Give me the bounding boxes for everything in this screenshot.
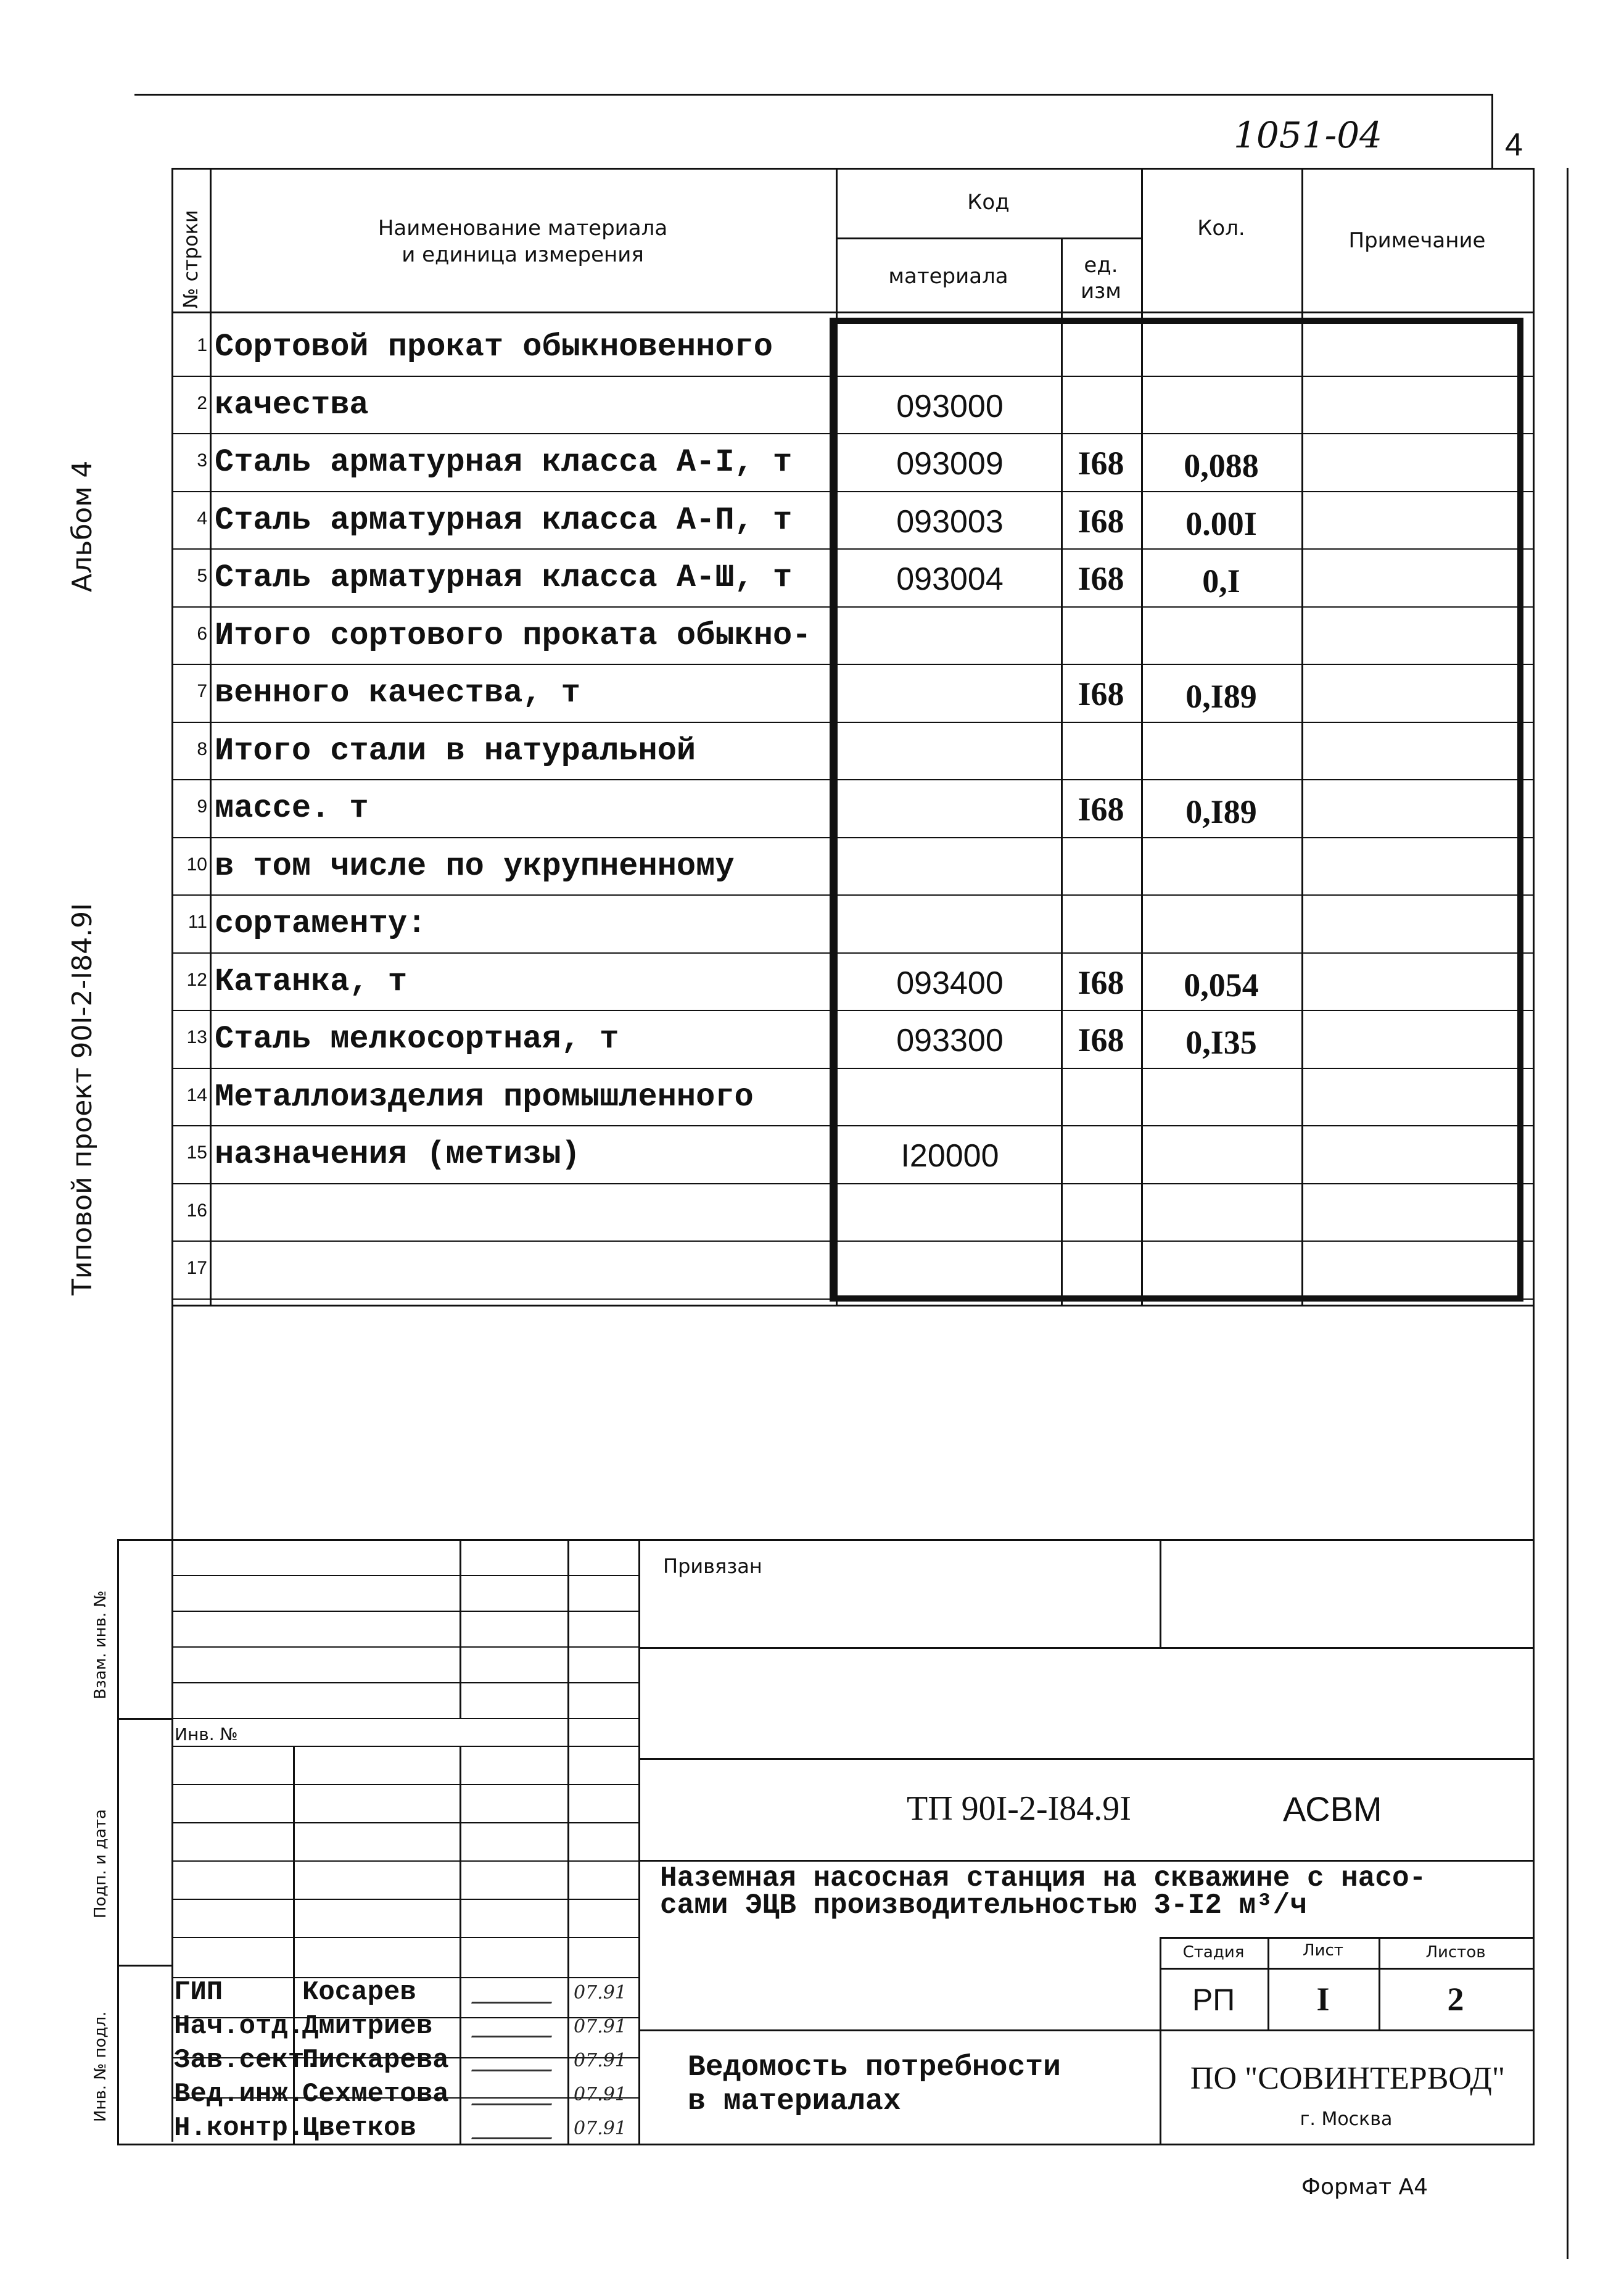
table-top — [171, 168, 1535, 170]
row-material-code: 093003 — [896, 503, 1004, 540]
row-divider — [171, 664, 1533, 665]
side-sep-2 — [117, 1965, 173, 1967]
stamp-grid-line — [171, 1899, 638, 1900]
row-unit-code: I68 — [1078, 675, 1124, 712]
stamp-grid-line — [171, 1575, 638, 1576]
signatory-date: 07.91 — [574, 2016, 627, 2037]
row-material-code: I20000 — [901, 1138, 999, 1174]
frame-right — [1533, 168, 1535, 2145]
row-unit-code: I68 — [1078, 502, 1124, 540]
signatory-role: Вед.инж. — [174, 2079, 305, 2110]
header-code-material: материала — [888, 264, 1008, 289]
stage-values-bottom — [1160, 2029, 1535, 2031]
format-label: Формат А4 — [1301, 2174, 1428, 2200]
row-quantity: 0,I — [1202, 563, 1240, 600]
row-quantity: 0,I89 — [1185, 793, 1257, 830]
row-quantity: 0,088 — [1184, 447, 1259, 484]
code-row-top — [638, 1758, 1535, 1760]
row-material-name: Металлоизделия промышленного — [215, 1078, 754, 1115]
row-divider — [171, 433, 1533, 434]
row-material-name: Итого стали в натуральной — [215, 732, 696, 769]
signatory-role: Зав.сект. — [174, 2045, 321, 2076]
row-material-code: 093300 — [896, 1023, 1004, 1059]
row-material-name: Итого сортового проката обыкно- — [215, 617, 812, 654]
row-divider — [171, 952, 1533, 954]
row-unit-code: I68 — [1078, 445, 1124, 482]
stamp-grid-v3 — [638, 1539, 640, 2144]
privyazan-bottom — [638, 1647, 1535, 1649]
signature-mark — [471, 1983, 559, 2004]
row-divider — [171, 1183, 1533, 1184]
header-note: Примечание — [1348, 228, 1486, 253]
row-unit-code: I68 — [1078, 964, 1124, 1001]
row-number: 12 — [186, 969, 207, 990]
page-box-left — [1491, 94, 1493, 168]
row-quantity: 0,I89 — [1185, 678, 1257, 715]
frame-left — [171, 168, 173, 2142]
row-quantity: 0,I35 — [1185, 1024, 1257, 1061]
sheet-label: Лист — [1303, 1941, 1343, 1960]
header-bottom — [171, 312, 1535, 313]
stamp-grid-line — [171, 1746, 638, 1747]
signatory-date: 07.91 — [574, 2118, 627, 2139]
signatory-role: ГИП — [174, 1977, 223, 2008]
sheet-value: I — [1316, 1981, 1330, 2018]
row-material-name: Катанка, т — [215, 963, 408, 1000]
row-material-name: Сталь арматурная класса А-П, т — [215, 502, 793, 539]
row-material-name: Сталь мелкосортная, т — [215, 1021, 619, 1057]
row-divider — [171, 837, 1533, 838]
stage-labels-bottom — [1160, 1968, 1535, 1970]
row-divider — [171, 548, 1533, 550]
stamp-grid-line — [171, 1822, 638, 1823]
signature-mark — [471, 2017, 559, 2037]
sheets-value: 2 — [1447, 1981, 1464, 2018]
stamp-bottom — [171, 2144, 1535, 2145]
row-material-name: массе. т — [215, 790, 369, 827]
side-sep-3 — [117, 2144, 173, 2145]
row-material-name: Сортовой прокат обыкновенного — [215, 329, 773, 365]
row-number: 14 — [186, 1084, 207, 1105]
row-divider — [171, 606, 1533, 608]
row-number: 15 — [186, 1142, 207, 1163]
side-field-vzam: Взам. инв. № — [91, 1590, 110, 1699]
signature-mark — [471, 2085, 559, 2105]
row-number: 5 — [197, 566, 207, 586]
top-rule — [134, 94, 1491, 96]
row-material-code: 093000 — [896, 388, 1004, 424]
header-code-unit-1: ед. — [1084, 253, 1118, 278]
row-material-code: 093400 — [896, 965, 1004, 1001]
project-title-line1: Наземная насосная станция на скважине с насо- — [660, 1862, 1427, 1894]
sheets-label: Листов — [1425, 1943, 1486, 1962]
inv-no-label: Инв. № — [175, 1724, 238, 1744]
outer-right-rule — [1567, 168, 1568, 2259]
city: г. Москва — [1300, 2108, 1393, 2130]
row-unit-code: I68 — [1078, 791, 1124, 828]
stamp-grid-line — [171, 1860, 638, 1862]
row-divider — [171, 1298, 1533, 1300]
signatory-date: 07.91 — [574, 1982, 627, 2004]
signatory-name: Цветков — [302, 2113, 416, 2144]
signature-mark — [471, 2051, 559, 2071]
signatory-date: 07.91 — [574, 2084, 627, 2105]
header-code: Код — [967, 190, 1010, 215]
stamp-grid-v2 — [567, 1539, 569, 2144]
row-divider — [171, 722, 1533, 723]
subject-line1: Ведомость потребности — [688, 2051, 1061, 2084]
row-number: 6 — [197, 623, 207, 644]
row-number: 8 — [197, 738, 207, 759]
row-material-name: Сталь арматурная класса А-I, т — [215, 444, 793, 481]
side-field-podp: Подп. и дата — [91, 1809, 110, 1918]
row-divider — [171, 1125, 1533, 1126]
row-material-name: качества — [215, 386, 369, 423]
row-divider — [171, 779, 1533, 780]
stamp-grid-line — [171, 1682, 638, 1683]
subject-line2: в материалах — [688, 2085, 901, 2118]
doc-code: ТП 90I-2-I84.9I — [907, 1789, 1131, 1828]
row-divider — [171, 1240, 1533, 1242]
row-number: 11 — [188, 912, 207, 932]
row-material-name: Сталь арматурная класса А-Ш, т — [215, 559, 793, 596]
side-sep-1 — [117, 1718, 173, 1720]
privyazan-label: Привязан — [663, 1554, 762, 1578]
privyazan-split — [1160, 1539, 1161, 1647]
doc-number-handwritten: 1051-04 — [1234, 114, 1383, 156]
row-number: 10 — [186, 854, 207, 875]
code-subheader-line — [836, 237, 1141, 239]
stage-value: РП — [1192, 1983, 1235, 2017]
stage-label: Стадия — [1182, 1943, 1245, 1962]
stage-row-top — [1160, 1937, 1535, 1939]
stamp-side-left — [117, 1539, 119, 2144]
signatory-date: 07.91 — [574, 2050, 627, 2071]
row-material-code: 093009 — [896, 446, 1004, 482]
stamp-grid-line — [171, 1784, 638, 1785]
row-number: 13 — [186, 1027, 207, 1047]
row-material-name: в том числе по укрупненному — [215, 848, 735, 885]
header-code-unit-2: изм — [1081, 279, 1121, 303]
signatory-name: Сехметова — [302, 2079, 449, 2110]
row-unit-code: I68 — [1078, 1022, 1124, 1059]
stamp-grid-line — [171, 1611, 638, 1612]
page-number: 4 — [1505, 127, 1523, 163]
row-divider — [171, 1010, 1533, 1011]
row-number: 16 — [186, 1200, 207, 1221]
signatory-name: Косарев — [302, 1977, 416, 2008]
stamp-grid-line — [171, 1937, 638, 1938]
stamp-grid-v5 — [460, 1746, 461, 2144]
row-unit-code: I68 — [1078, 560, 1124, 597]
row-divider — [171, 1068, 1533, 1069]
signatory-role: Н.контр. — [174, 2113, 305, 2144]
row-quantity: 0,054 — [1184, 966, 1259, 1004]
header-row-no: № строки — [179, 210, 202, 308]
stamp-grid-line — [171, 1718, 638, 1719]
side-field-inv: Инв. № подл. — [91, 2011, 110, 2122]
row-divider — [171, 376, 1533, 377]
row-number: 9 — [197, 796, 207, 817]
table-bottom — [171, 1305, 1535, 1306]
row-number: 1 — [197, 335, 207, 355]
signatory-role: Нач.отд. — [174, 2011, 305, 2042]
row-number: 2 — [197, 392, 207, 413]
row-number: 3 — [197, 450, 207, 471]
row-material-name: сортаменту: — [215, 906, 427, 942]
project-title-line2: сами ЭЦВ производительностью 3-I2 м³/ч — [660, 1889, 1307, 1922]
row-divider — [171, 491, 1533, 492]
stamp-grid-v1 — [460, 1539, 461, 1718]
row-divider — [171, 894, 1533, 896]
title-row-top — [638, 1860, 1535, 1862]
row-material-name: назначения (метизы) — [215, 1136, 580, 1173]
row-quantity: 0.00I — [1185, 505, 1257, 542]
signature-mark — [471, 2119, 559, 2139]
album-label: Альбом 4 — [67, 460, 98, 592]
stamp-top — [117, 1539, 1535, 1541]
row-number: 17 — [186, 1258, 207, 1278]
header-name-line1: Наименование материала — [377, 216, 668, 241]
subject-top — [638, 2029, 1160, 2031]
row-material-name: венного качества, т — [215, 675, 580, 711]
header-qty: Кол. — [1197, 216, 1245, 241]
signatory-name: Пискарева — [302, 2045, 449, 2076]
project-label: Типовой проект 90I-2-I84.9I — [67, 902, 98, 1295]
organization: ПО "СОВИНТЕРВОД" — [1190, 2061, 1506, 2096]
row-number: 7 — [197, 681, 207, 701]
signatory-name: Дмитриев — [302, 2011, 433, 2042]
row-material-code: 093004 — [896, 561, 1004, 597]
stamp-grid-line — [171, 1646, 638, 1648]
row-number: 4 — [197, 508, 207, 529]
header-name-line2: и единица измерения — [402, 242, 644, 267]
doc-mark: АСВМ — [1283, 1789, 1382, 1828]
col-num-border — [210, 168, 212, 1305]
